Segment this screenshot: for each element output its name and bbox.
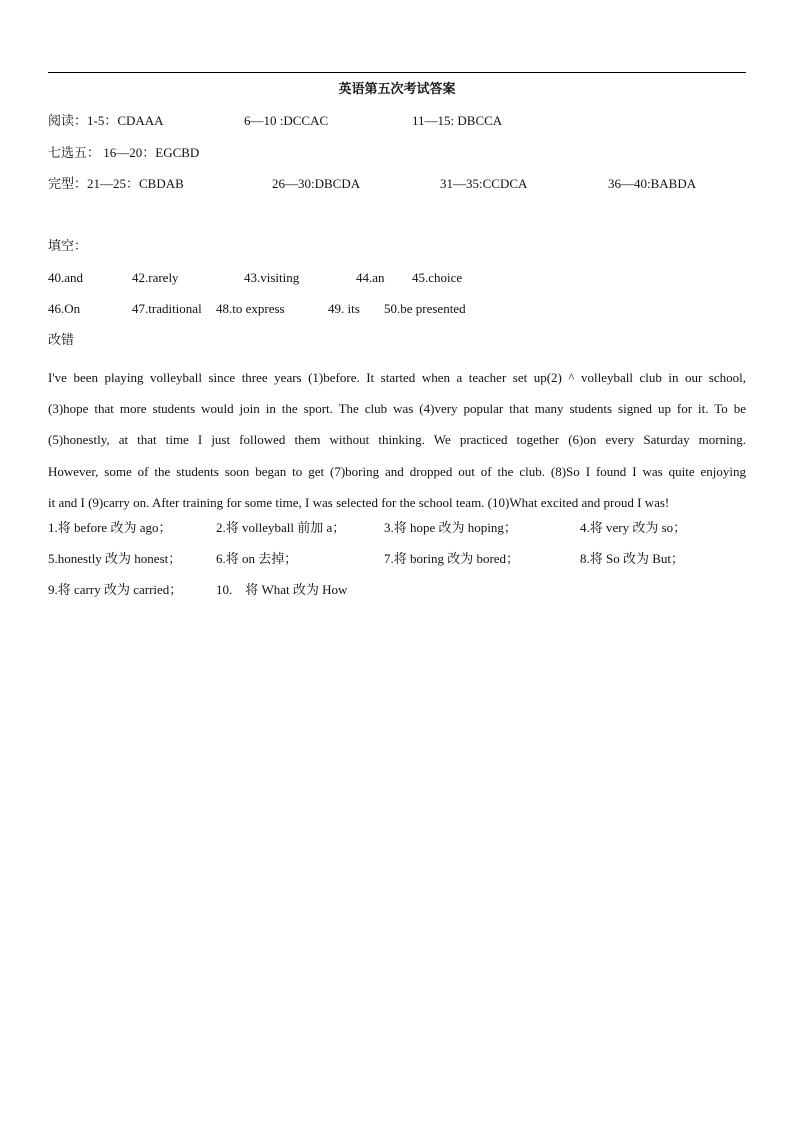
cloze-group-1: 完型：21—25：CBDAB xyxy=(48,176,184,191)
passage-line: (5)honestly, at that time I just followed them without thinking. We practiced together (6)on every Saturday morning. xyxy=(48,432,746,448)
cloze-group-2: 26—30:DBCDA xyxy=(272,176,361,191)
fill-blank-label: 填空： xyxy=(48,238,88,253)
correction-answer: 4.将 very 改为 so； xyxy=(580,520,687,535)
fill-blank-answer: 44.an xyxy=(356,270,385,285)
fill-blank-answer: 49. its xyxy=(328,301,360,316)
correction-answer: 5.honestly 改为 honest； xyxy=(48,551,182,566)
passage-line: However, some of the students soon began to get (7)boring and dropped out of the club. (8)So I found I was quite enjoying xyxy=(48,463,746,479)
correction-answer: 6.将 on 去掉； xyxy=(216,551,298,566)
correction-answer: 9.将 carry 改为 carried； xyxy=(48,582,183,597)
correction-answer: 1.将 before 改为 ago； xyxy=(48,520,172,535)
reading-group-2: 6—10 :DCCAC xyxy=(244,113,329,128)
passage-line: (3)hope that more students would join in the sport. The club was (4)very popular that many students signed up for it. To be xyxy=(48,401,746,417)
error-correction-passage xyxy=(48,362,746,518)
fill-blank-answer: 48.to express xyxy=(216,301,285,316)
fill-blank-answer: 47.traditional xyxy=(132,301,202,316)
correction-answer: 3.将 hope 改为 hoping； xyxy=(384,520,517,535)
passage-line: it and I (9)carry on. After training for some time, I was selected for the school team. (10)What excited and proud I was! xyxy=(48,494,670,510)
cloze-group-3: 31—35:CCDCA xyxy=(440,176,528,191)
reading-group-1: 阅读：1-5：CDAAA xyxy=(48,113,164,128)
correction-answer: 8.将 So 改为 But； xyxy=(580,551,685,566)
fill-blank-answer: 45.choice xyxy=(412,270,463,285)
fill-blank-answer: 50.be presented xyxy=(384,301,466,316)
fill-blank-answer: 40.and xyxy=(48,270,84,285)
fill-blank-answer: 43.visiting xyxy=(244,270,300,285)
passage-line: I've been playing volleyball since three years (1)before. It started when a teacher set up(2) ^ volleyball club in our school, xyxy=(48,370,746,385)
cloze-group-4: 36—40:BABDA xyxy=(608,176,697,191)
seven-choose-five: 七选五： 16—20：EGCBD xyxy=(48,145,200,160)
correction-answer: 2.将 volleyball 前加 a； xyxy=(216,520,346,535)
page-title: 英语第五次考试答案 xyxy=(338,81,456,96)
fill-blank-answer: 46.On xyxy=(48,301,81,316)
header-rule xyxy=(48,72,746,73)
fill-blank-answer: 42.rarely xyxy=(132,270,179,285)
correction-answer: 7.将 boring 改为 bored； xyxy=(384,551,520,566)
reading-group-3: 11—15: DBCCA xyxy=(412,113,503,128)
correction-answer: 10. 将 What 改为 How xyxy=(216,582,348,597)
error-correction-label: 改错 xyxy=(48,332,75,347)
